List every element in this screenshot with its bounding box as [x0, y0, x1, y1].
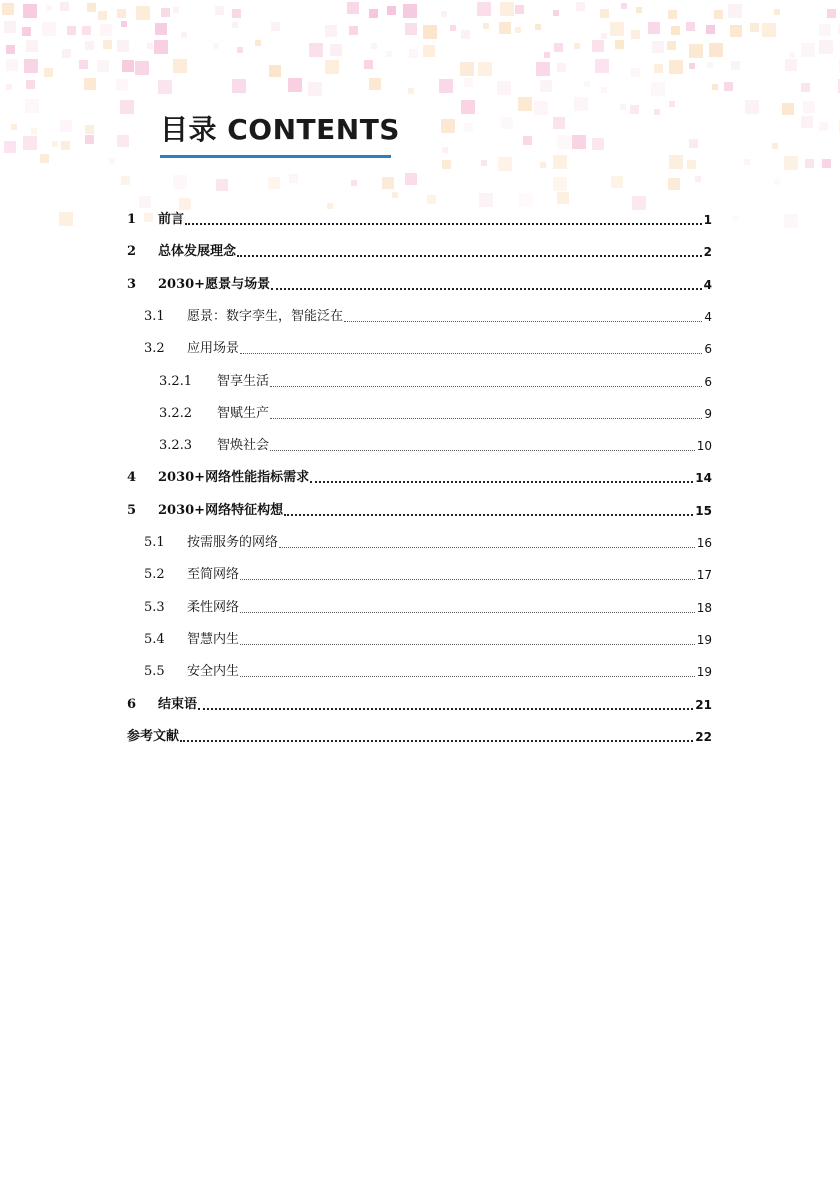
decorative-square [237, 47, 243, 53]
decorative-square [669, 155, 683, 169]
decorative-square [553, 177, 567, 191]
decorative-square [762, 23, 776, 37]
decorative-square [116, 79, 128, 91]
decorative-square [668, 178, 680, 190]
decorative-square [98, 11, 107, 20]
decorative-square [79, 60, 88, 69]
decorative-square [785, 59, 797, 71]
decorative-square [288, 78, 302, 92]
decorative-square [423, 45, 435, 57]
decorative-square [24, 59, 38, 73]
decorative-square [135, 61, 149, 75]
decorative-square [158, 80, 172, 94]
decorative-square [801, 116, 813, 128]
toc-entry-title: 应用场景 [187, 341, 240, 357]
toc-entry-number: 3.2.2 [159, 405, 193, 421]
page-title: 目录 CONTENTS [160, 113, 400, 146]
toc-entry-title: 至简网络 [187, 567, 240, 583]
decorative-square [669, 101, 675, 107]
decorative-square [600, 9, 609, 18]
decorative-square [540, 80, 552, 92]
decorative-square [772, 143, 778, 149]
toc-entry-page-number: 10 [696, 439, 712, 454]
toc-entry[interactable] [144, 626, 712, 648]
decorative-square [706, 25, 715, 34]
decorative-square [349, 26, 358, 35]
decorative-square [689, 44, 703, 58]
decorative-square [610, 22, 624, 36]
decorative-square [351, 180, 357, 186]
decorative-square [100, 24, 112, 36]
decorative-square [155, 23, 167, 35]
decorative-square [822, 159, 831, 168]
toc-entry[interactable] [127, 497, 712, 519]
decorative-square [371, 43, 377, 49]
decorative-square [523, 136, 532, 145]
toc-entry[interactable] [144, 303, 712, 325]
decorative-square [369, 9, 378, 18]
decorative-square [441, 11, 447, 17]
toc-entry-title: 智享生活 [217, 373, 270, 389]
toc-entry[interactable] [144, 529, 712, 551]
decorative-square [405, 23, 417, 35]
toc-entry-page-number: 21 [695, 697, 712, 712]
decorative-square [441, 119, 455, 133]
decorative-square [405, 173, 417, 185]
decorative-square [46, 5, 52, 11]
decorative-square [478, 62, 492, 76]
decorative-square [745, 100, 759, 114]
decorative-square [232, 22, 238, 28]
decorative-square [554, 43, 563, 52]
toc-entry-title: 结束语 [158, 696, 198, 712]
decorative-square [147, 43, 153, 49]
toc-entry-page-number: 19 [696, 665, 712, 680]
decorative-square [87, 3, 96, 12]
toc-entry-number: 3.1 [144, 308, 165, 324]
decorative-square [574, 43, 580, 49]
decorative-square [117, 9, 126, 18]
decorative-square [85, 135, 94, 144]
decorative-square [477, 2, 491, 16]
toc-entry-page-number: 6 [704, 374, 712, 389]
decorative-square [60, 2, 69, 11]
decorative-square [654, 109, 660, 115]
decorative-square [595, 59, 609, 73]
dot-leader [185, 223, 702, 225]
toc-entry-number: 3 [127, 276, 137, 292]
decorative-square [497, 81, 511, 95]
toc-entry-title: 智赋生产 [217, 405, 270, 421]
decorative-square [117, 135, 129, 147]
decorative-square [668, 10, 677, 19]
title-underline [160, 155, 391, 158]
decorative-square [461, 30, 470, 39]
decorative-square [669, 60, 683, 74]
decorative-square [652, 41, 664, 53]
decorative-square [25, 99, 39, 113]
decorative-square [173, 175, 187, 189]
decorative-square [268, 177, 280, 189]
dot-leader [237, 255, 702, 257]
decorative-square [724, 82, 733, 91]
decorative-square [369, 78, 381, 90]
decorative-square [23, 136, 37, 150]
decorative-square [601, 33, 607, 39]
decorative-square [450, 25, 456, 31]
decorative-square [161, 8, 170, 17]
decorative-square [42, 22, 56, 36]
decorative-square [439, 79, 453, 93]
decorative-square [6, 45, 15, 54]
toc-entry[interactable] [159, 432, 712, 454]
toc-entry-page-number: 22 [695, 729, 712, 744]
toc-entry-title: 2030+网络性能指标需求 [158, 470, 310, 486]
toc-entry-number: 5 [127, 502, 137, 518]
decorative-square [687, 160, 696, 169]
toc-entry-title: 按需服务的网络 [187, 535, 279, 550]
dot-leader [198, 708, 693, 710]
toc-entry-title: 前言 [158, 212, 185, 227]
toc-entry-page-number: 16 [696, 536, 712, 550]
decorative-square [636, 7, 642, 13]
decorative-square [386, 51, 392, 57]
toc-entry-page-number: 4 [704, 309, 712, 324]
decorative-square [23, 4, 37, 18]
decorative-square [213, 43, 219, 49]
decorative-square [173, 59, 187, 73]
decorative-square [60, 120, 72, 132]
toc-entry[interactable] [144, 658, 712, 680]
decorative-square [11, 124, 17, 130]
decorative-square [553, 155, 567, 169]
decorative-square [500, 2, 514, 16]
toc-entry-page-number: 19 [696, 632, 712, 647]
decorative-square [392, 192, 398, 198]
decorative-square [730, 25, 742, 37]
decorative-square [712, 84, 718, 90]
decorative-square [44, 68, 53, 77]
decorative-square [774, 9, 780, 15]
toc-entry[interactable] [127, 271, 712, 293]
decorative-square [819, 122, 828, 131]
decorative-square [364, 60, 373, 69]
decorative-square [592, 40, 604, 52]
toc-entry-number: 5.3 [144, 599, 165, 615]
dot-leader [240, 644, 695, 645]
decorative-square [26, 80, 35, 89]
toc-entry-title: 智焕社会 [217, 438, 270, 454]
decorative-square [651, 82, 665, 96]
decorative-square [460, 62, 474, 76]
dot-leader [270, 386, 702, 387]
decorative-square [686, 22, 695, 31]
toc-entry-title: 柔性网络 [187, 599, 240, 615]
decorative-square [592, 138, 604, 150]
decorative-square [117, 40, 129, 52]
decorative-square [553, 10, 559, 16]
decorative-square [120, 100, 134, 114]
decorative-square [671, 26, 680, 35]
toc-entry-page-number: 14 [695, 471, 712, 486]
decorative-square [427, 195, 436, 204]
decorative-square [181, 32, 187, 38]
decorative-square [667, 41, 676, 50]
decorative-square [519, 193, 533, 207]
decorative-square [97, 60, 109, 72]
decorative-square [6, 84, 12, 90]
decorative-square [289, 174, 298, 183]
decorative-square [557, 135, 571, 149]
toc-entry[interactable] [144, 594, 712, 616]
decorative-square [536, 62, 550, 76]
decorative-square [515, 27, 521, 33]
decorative-square [85, 125, 94, 134]
decorative-square [309, 43, 323, 57]
toc-entry-page-number: 9 [704, 406, 712, 421]
dot-leader [270, 450, 695, 451]
decorative-square [121, 21, 127, 27]
decorative-square [654, 64, 663, 73]
decorative-square [801, 43, 815, 57]
decorative-square [255, 40, 261, 46]
toc-entry[interactable] [127, 238, 712, 260]
toc-entry-number: 5.5 [144, 664, 165, 680]
toc-entry-number: 5.1 [144, 535, 165, 550]
decorative-square [709, 43, 723, 57]
decorative-square [103, 40, 112, 49]
toc-entry-title: 智慧内生 [187, 631, 240, 647]
decorative-square [801, 83, 810, 92]
dot-leader [240, 579, 695, 580]
decorative-square [707, 62, 713, 68]
dot-leader [240, 612, 695, 613]
dot-leader [344, 321, 702, 322]
decorative-square [481, 160, 487, 166]
toc-entry-title: 安全内生 [187, 664, 240, 680]
decorative-square [732, 215, 738, 221]
toc-entry-number: 3.2.1 [159, 373, 193, 389]
decorative-square [409, 49, 418, 58]
toc-entry-page-number: 1 [703, 213, 712, 227]
dot-leader [180, 740, 693, 742]
decorative-square [2, 3, 14, 15]
dot-leader [284, 514, 693, 516]
decorative-square [442, 147, 448, 153]
decorative-square [59, 212, 73, 226]
decorative-square [84, 78, 96, 90]
decorative-square [574, 97, 588, 111]
toc-entry[interactable] [127, 206, 712, 228]
toc-entry-page-number: 2 [703, 245, 712, 260]
decorative-square [136, 6, 150, 20]
decorative-square [62, 49, 71, 58]
decorative-square [325, 25, 337, 37]
decorative-square [154, 40, 168, 54]
decorative-square [620, 104, 626, 110]
dot-leader [279, 547, 695, 548]
decorative-square [689, 139, 698, 148]
decorative-square [805, 159, 814, 168]
toc-entry-page-number: 6 [704, 342, 712, 357]
decorative-square [464, 123, 473, 132]
decorative-square [387, 6, 396, 15]
decorative-square [728, 4, 742, 18]
decorative-square [67, 26, 76, 35]
decorative-square [483, 23, 489, 29]
decorative-square [52, 141, 58, 147]
decorative-square [540, 162, 546, 168]
dot-leader [310, 481, 693, 483]
decorative-square [827, 9, 836, 18]
decorative-square [403, 4, 417, 18]
decorative-square [584, 81, 590, 87]
decorative-square [515, 5, 524, 14]
toc-entry-title: 总体发展理念 [158, 244, 237, 260]
decorative-square [601, 87, 607, 93]
toc-entry-page-number: 4 [703, 277, 712, 292]
decorative-square [784, 156, 798, 170]
decorative-square [498, 157, 512, 171]
decorative-square [576, 2, 585, 11]
decorative-square [325, 60, 339, 74]
decorative-square [774, 179, 780, 185]
decorative-square [501, 117, 513, 129]
decorative-square [464, 78, 473, 87]
decorative-square [695, 176, 701, 182]
toc-entry-page-number: 17 [696, 568, 712, 583]
decorative-square [544, 52, 550, 58]
toc-entry-number: 5.2 [144, 567, 165, 583]
decorative-square [630, 105, 639, 114]
decorative-square [121, 176, 130, 185]
decorative-square [631, 30, 640, 39]
toc-entry-page-number: 15 [695, 503, 712, 518]
decorative-square [479, 193, 493, 207]
dot-leader [240, 353, 702, 354]
decorative-square [689, 63, 695, 69]
decorative-square [215, 6, 224, 15]
decorative-square [744, 159, 750, 165]
decorative-square [572, 135, 586, 149]
decorative-square [31, 128, 37, 134]
decorative-square-pattern [0, 0, 840, 230]
decorative-square [621, 3, 627, 9]
decorative-square [714, 10, 723, 19]
decorative-square [216, 179, 228, 191]
decorative-square [423, 25, 437, 39]
decorative-square [85, 41, 94, 50]
toc-entry-title: 2030+网络特征构想 [158, 502, 284, 518]
decorative-square [4, 141, 16, 153]
toc-entry[interactable] [127, 464, 712, 486]
toc-entry[interactable] [127, 723, 712, 745]
toc-entry-page-number: 18 [696, 600, 712, 615]
decorative-square [6, 59, 18, 71]
decorative-square [631, 68, 640, 77]
decorative-square [347, 2, 359, 14]
decorative-square [534, 101, 548, 115]
decorative-square [232, 79, 246, 93]
decorative-square [442, 160, 451, 169]
toc-entry[interactable] [159, 400, 712, 422]
decorative-square [499, 22, 511, 34]
decorative-square [803, 101, 815, 113]
decorative-square [611, 176, 623, 188]
decorative-square [648, 22, 660, 34]
decorative-square [789, 52, 795, 58]
decorative-square [819, 24, 831, 36]
toc-entry[interactable] [159, 368, 712, 390]
decorative-square [518, 97, 532, 111]
decorative-square [122, 60, 134, 72]
decorative-square [173, 7, 179, 13]
decorative-square [750, 23, 759, 32]
decorative-square [553, 117, 565, 129]
toc-entry-title: 愿景：数字孪生，智能泛在 [187, 308, 344, 324]
decorative-square [109, 158, 115, 164]
decorative-square [330, 44, 342, 56]
decorative-square [308, 82, 322, 96]
decorative-square [269, 65, 281, 77]
decorative-square [784, 214, 798, 228]
decorative-square [408, 88, 414, 94]
toc-entry-number: 2 [127, 244, 137, 260]
toc-entry-number: 6 [127, 696, 137, 712]
decorative-square [40, 154, 49, 163]
decorative-square [232, 9, 241, 18]
toc-entry[interactable] [144, 335, 712, 357]
decorative-square [731, 61, 740, 70]
decorative-square [461, 100, 475, 114]
decorative-square [4, 21, 16, 33]
toc-entry-number: 5.4 [144, 631, 165, 647]
decorative-square [557, 63, 566, 72]
dot-leader [271, 288, 702, 290]
dot-leader [240, 676, 695, 677]
decorative-square [615, 40, 624, 49]
decorative-square [535, 24, 541, 30]
decorative-square [382, 177, 394, 189]
toc-entry[interactable] [144, 561, 712, 583]
decorative-square [557, 192, 569, 204]
decorative-square [61, 141, 70, 150]
dot-leader [270, 418, 702, 419]
decorative-square [271, 22, 280, 31]
decorative-square [819, 40, 833, 54]
toc-entry-number: 4 [127, 470, 137, 486]
toc-entry-number: 3.2 [144, 341, 165, 357]
toc-entry-title: 2030+愿景与场景 [158, 276, 271, 292]
toc-entry-number: 1 [127, 212, 137, 227]
decorative-square [22, 27, 31, 36]
decorative-square [82, 26, 91, 35]
toc-entry-title: 参考文献 [127, 728, 180, 744]
toc-entry[interactable] [127, 691, 712, 713]
decorative-square [26, 40, 38, 52]
toc-entry-number: 3.2.3 [159, 438, 193, 454]
decorative-square [782, 103, 794, 115]
